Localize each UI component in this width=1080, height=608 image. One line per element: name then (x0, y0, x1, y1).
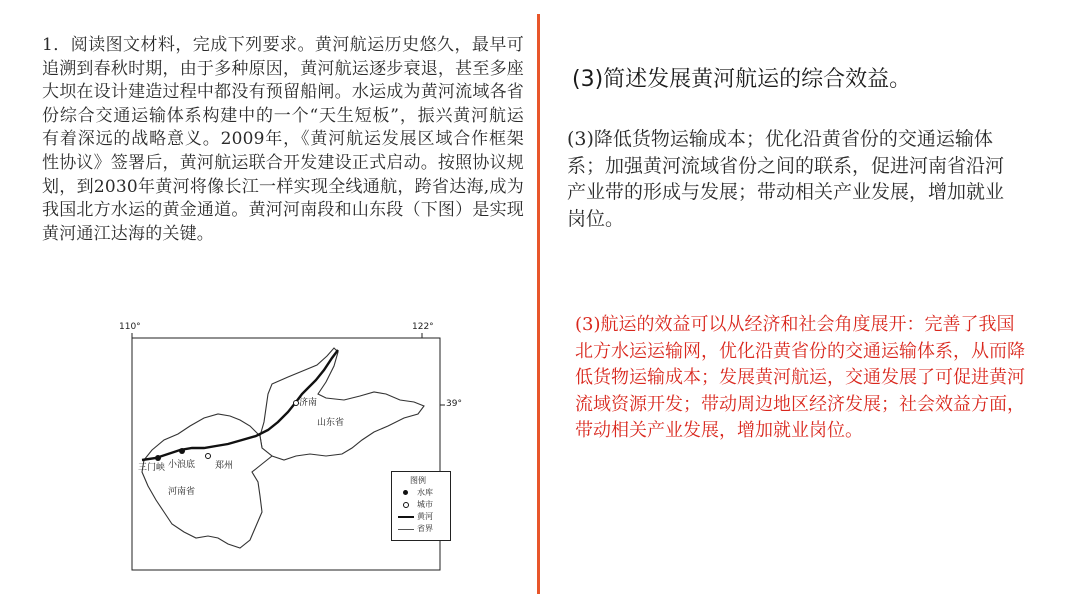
zhengzhou-city-marker (206, 454, 211, 459)
answer-text: (3)降低货物运输成本；优化沿黄省份的交通运输体系；加强黄河流域省份之间的联系，促进河南省沿河产业带的形成与发展；带动相关产业发展，增加就业岗位。 (567, 128, 1005, 230)
sanmenxia-label: 三门峡 (138, 463, 166, 473)
shandong-outline (260, 348, 424, 460)
shandong-label: 山东省 (317, 418, 345, 428)
legend-row-boundary (398, 523, 433, 534)
lon-122-label: 122° (412, 322, 434, 332)
xiaolangdi-label: 小浪底 (168, 460, 196, 470)
vertical-divider (537, 14, 540, 594)
zhengzhou-label: 郑州 (215, 461, 234, 471)
legend-river-label: 黄河 (417, 512, 433, 521)
yellow-river-map (112, 322, 462, 584)
reservoir-dot-icon (398, 488, 414, 498)
legend-row-river (398, 511, 433, 522)
map-legend (391, 471, 451, 541)
legend-reservoir-label: 水库 (417, 488, 433, 497)
legend-row-city (398, 499, 433, 510)
jinan-label: 济南 (299, 398, 318, 408)
city-circle-icon (398, 500, 414, 510)
lon-110-label: 110° (119, 322, 141, 332)
question-title: (3)简述发展黄河航运的综合效益。 (572, 67, 912, 92)
legend-city-label: 城市 (417, 500, 433, 509)
xiaolangdi-reservoir-dot (179, 448, 185, 454)
boundary-line-icon (398, 524, 414, 534)
henan-label: 河南省 (168, 487, 196, 497)
river-line-icon (398, 512, 414, 522)
legend-boundary-label: 省界 (417, 524, 433, 533)
legend-row-reservoir (398, 487, 433, 498)
material-paragraph: 1．阅读图文材料，完成下列要求。黄河航运历史悠久，最早可追溯到春秋时期，由于多种原因，黄河航运逐步衰退，甚至多座大坝在设计建造过程中都没有预留船闸。水运成为黄河流域各省份综合交通运输体系构建中的一个“天生短板”，振兴黄河航运有着深远的战略意义。2009年，《黄河航运发展区域合作框架性协议》签署后，黄河航运联合开发建设正式启动。按照协议规划，到2030年黄河将像长江一样实现全线通航，跨省达海,成为我国北方水运的黄金通道。黄河河南段和山东段（下图）是实现黄河通江达海的关键。 (42, 35, 524, 244)
map-figure (112, 322, 462, 584)
legend-title: 图例 (410, 476, 426, 485)
henan-outline (142, 414, 272, 548)
analysis-text: (3)航运的效益可以从经济和社会角度展开：完善了我国北方水运运输网，优化沿黄省份的交通运输体系，从而降低货物运输成本；发展黄河航运，交通发展了可促进黄河流域资源开发；带动周边地区经济发展；社会效益方面，带动相关产业发展，增加就业岗位。 (575, 314, 1025, 441)
jinan-city-marker (294, 401, 299, 406)
lat-39-label: 39° (446, 399, 462, 409)
